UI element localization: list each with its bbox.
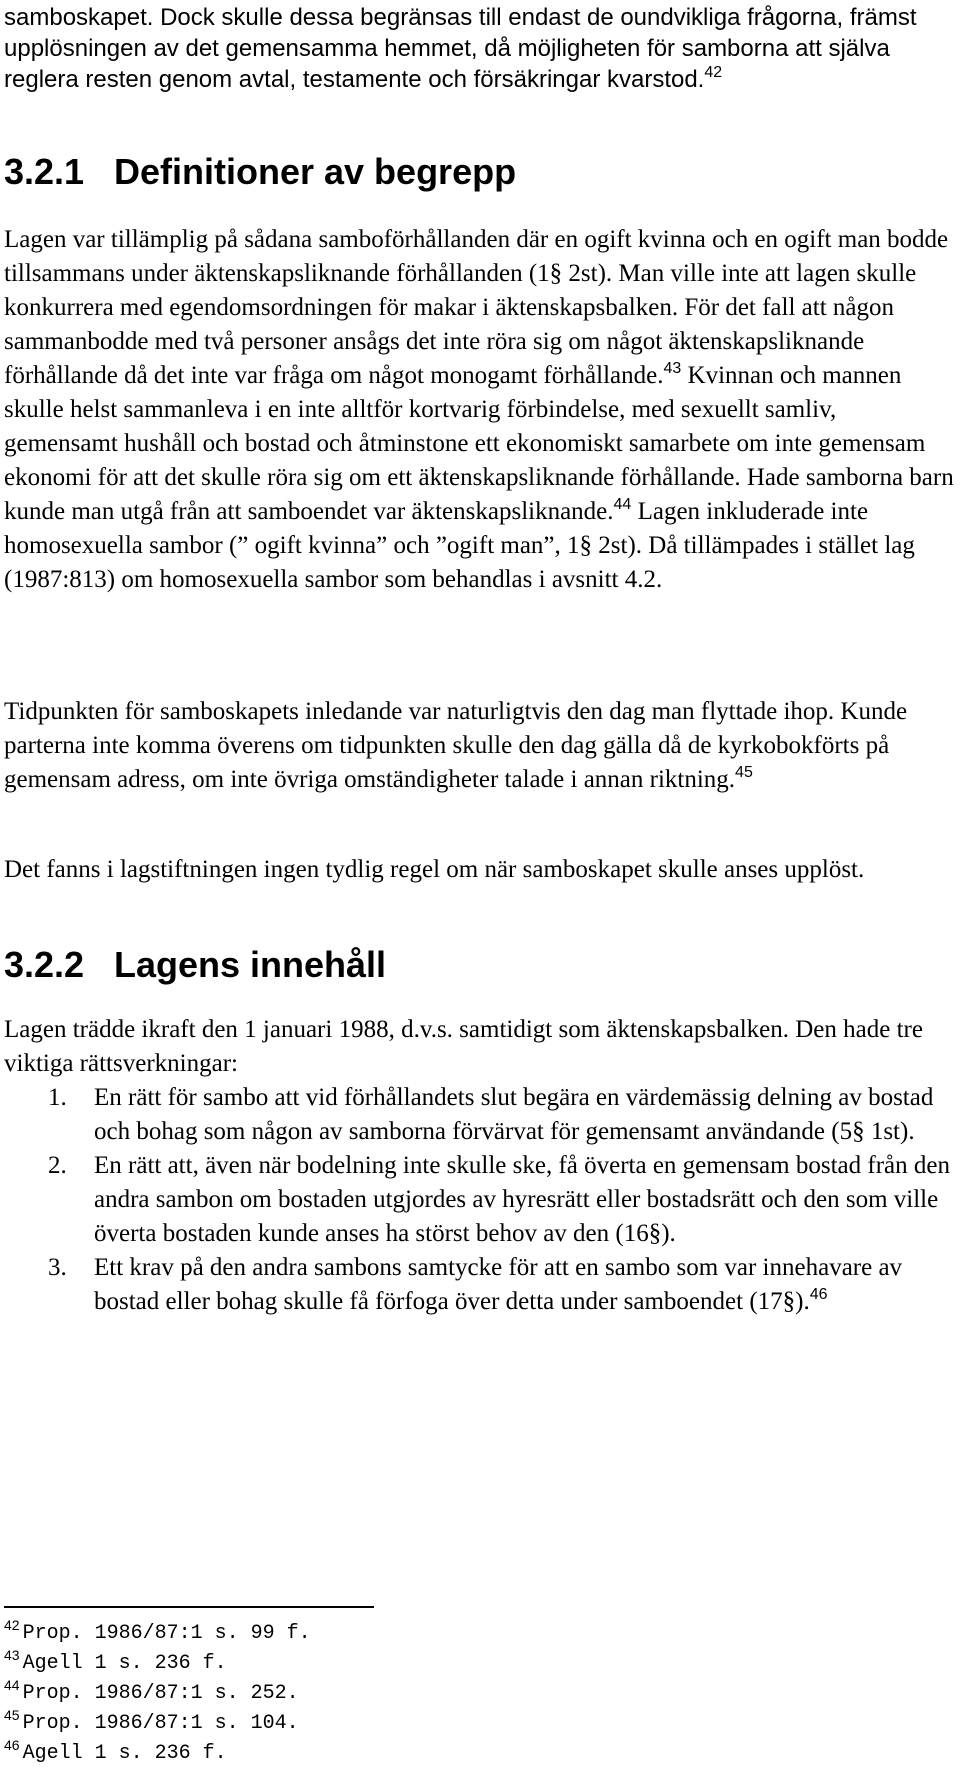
legal-effects-list [4, 1081, 954, 1319]
definitions-paragraph [4, 223, 954, 597]
intro-paragraph [4, 2, 954, 95]
contents-paragraph [4, 1013, 954, 1081]
list-number: 2. [48, 1152, 67, 1179]
paragraph-text: Lagen inkluderade inte homosexuella sambor (” ogift kvinna” och ”ogift man”, 1§ 2st). Då tillämpades i stället lag (1987:813) om homosexuella sambor som behandlas i avsnitt 4.2. [4, 498, 915, 593]
intro-text: samboskapet. Dock skulle dessa begränsas till endast de oundvikliga frågorna, främst upplösningen av det gemensamma hemmet, då möjligheten för samborna att själva reglera resten genom avtal, testamente och försäkringar kvarstod. [4, 4, 917, 93]
paragraph-text: Kvinnan och mannen skulle helst sammanleva i en inte alltför kortvarig förbindelse, med sexuellt samliv, gemensamt hushåll och bostad och åtminstone ett ekonomiskt samarbete om inte gemensam ekonomi för att det skulle röra sig om ett äktenskapsliknande förhållande. Hade samborna barn kunde man utgå från att samboendet var äktenskapsliknande. [4, 362, 954, 525]
list-item-text: Ett krav på den andra sambons samtycke för att en sambo som var innehavare av bostad eller bohag skulle få förfoga över detta under samboendet (17§). [94, 1254, 903, 1315]
footnote-number: 43 [4, 1647, 20, 1663]
list-item-text: En rätt för sambo att vid förhållandets slut begära en värdemässig delning av bostad och bohag som någon av samborna förvärvat för gemensamt användande (5§ 1st). [94, 1084, 934, 1145]
section-number: 3.2.2 [4, 944, 85, 985]
list-item [4, 1251, 954, 1319]
footnote-text: Prop. 1986/87:1 s. 252. [22, 1682, 299, 1705]
footnote-ref: 43 [663, 360, 682, 377]
footnote-separator [4, 1606, 374, 1608]
footnote [4, 1679, 604, 1709]
section-heading-definitions [4, 152, 954, 192]
footnote [4, 1739, 604, 1769]
paragraph-text: Lagen trädde ikraft den 1 januari 1988, d.v.s. samtidigt som äktenskapsbalken. Den hade tre viktiga rättsverkningar: [4, 1016, 923, 1077]
dissolution-paragraph [4, 853, 954, 887]
section-title: Lagens innehåll [114, 944, 387, 985]
list-item [4, 1149, 954, 1251]
section-title: Definitioner av begrepp [114, 151, 517, 192]
footnote [4, 1649, 604, 1679]
paragraph-text: Tidpunkten för samboskapets inledande var naturligtvis den dag man flyttade ihop. Kunde parterna inte komma överens om tidpunkten skulle den dag gälla då de kyrkobokförts på gemensam adress, om inte övriga omständigheter talade i annan riktning. [4, 698, 908, 793]
section-heading-contents [4, 945, 954, 985]
list-number: 3. [48, 1254, 67, 1281]
list-number: 1. [48, 1084, 67, 1111]
footnote-ref: 42 [704, 64, 723, 81]
list-item [4, 1081, 954, 1149]
footnote-number: 45 [4, 1707, 20, 1723]
footnote-number: 42 [4, 1617, 20, 1633]
footnote-ref: 46 [809, 1286, 828, 1303]
footnote-ref: 45 [735, 764, 753, 781]
footnote [4, 1709, 604, 1739]
footnote-number: 44 [4, 1677, 20, 1693]
footnote-text: Prop. 1986/87:1 s. 104. [22, 1712, 299, 1735]
footnote-text: Agell 1 s. 236 f. [22, 1652, 227, 1675]
footnote-ref: 44 [613, 496, 632, 513]
start-date-paragraph [4, 695, 954, 797]
footnote-number: 46 [4, 1737, 20, 1753]
section-number: 3.2.1 [4, 151, 85, 192]
paragraph-text: Det fanns i lagstiftningen ingen tydlig regel om när samboskapet skulle anses upplöst. [4, 856, 865, 883]
footnote-text: Prop. 1986/87:1 s. 99 f. [22, 1622, 311, 1645]
footnote-text: Agell 1 s. 236 f. [22, 1742, 227, 1765]
footnote [4, 1619, 604, 1649]
paragraph-text: Lagen var tillämplig på sådana samboförhållanden där en ogift kvinna och en ogift man bodde tillsammans under äktenskapsliknande förhållanden (1§ 2st). Man ville inte att lagen skulle konkurrera med egendomsordningen för makar i äktenskapsbalken. För det fall att någon sammanbodde med två personer ansågs det inte röra sig om något äktenskapsliknande förhållande då det inte var fråga om något monogamt förhållande. [4, 226, 949, 389]
list-item-text: En rätt att, även när bodelning inte skulle ske, få överta en gemensam bostad från den andra sambon om bostaden utgjordes av hyresrätt eller bostadsrätt och den som ville överta bostaden kunde anses ha störst behov av den (16§). [94, 1152, 950, 1247]
